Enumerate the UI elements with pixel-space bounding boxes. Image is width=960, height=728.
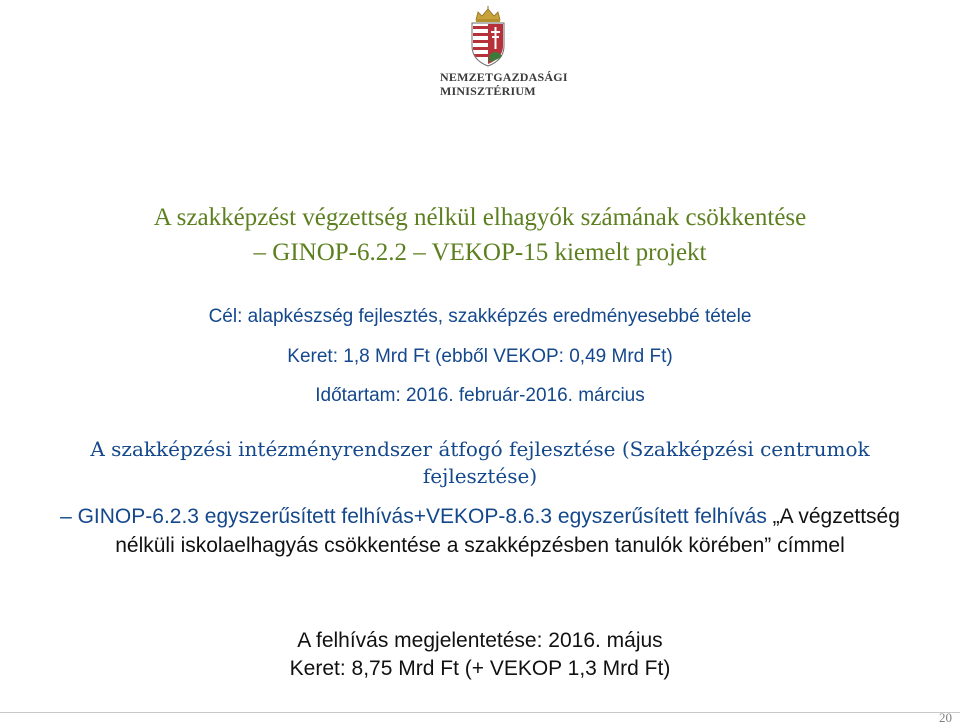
ginop-paragraph bbox=[60, 502, 900, 560]
page-title-line1: A szakképzést végzettség nélkül elhagyók számának csökkentése bbox=[153, 204, 807, 231]
coat-of-arms-icon bbox=[460, 6, 516, 70]
budget-text: Keret: 1,8 Mrd Ft (ebből VEKOP: 0,49 Mrd Ft) bbox=[287, 346, 673, 367]
page-number: 20 bbox=[939, 710, 952, 725]
call-budget-text: Keret: 8,75 Mrd Ft (+ VEKOP 1,3 Mrd Ft) bbox=[289, 657, 671, 680]
call-title-quote: „A végzettség nélküli iskolaelhagyás csökkentése a szakképzésben tanulók körében” címmel bbox=[115, 505, 900, 557]
ginop-call-text: – GINOP-6.2.3 egyszerűsített felhívás+VEKOP-8.6.3 egyszerűsített felhívás bbox=[60, 505, 767, 528]
call-publication-text: A felhívás megjelentetése: 2016. május bbox=[297, 629, 663, 652]
goal-text: Cél: alapkészség fejlesztés, szakképzés eredményesebbé tétele bbox=[208, 306, 752, 327]
page-title-line2: – GINOP-6.2.2 – VEKOP-15 kiemelt projekt bbox=[253, 239, 707, 266]
footer-divider bbox=[0, 712, 960, 713]
duration-text: Időtartam: 2016. február-2016. március bbox=[315, 385, 645, 406]
ministry-name bbox=[440, 70, 568, 98]
ministry-name-line2: MINISZTÉRIUM bbox=[440, 84, 536, 98]
ministry-logo bbox=[440, 6, 568, 106]
ministry-name-line1: NEMZETGAZDASÁGI bbox=[440, 70, 568, 84]
section-heading: A szakképzési intézményrendszer átfogó fejlesztése (Szakképzési centrumok fejlesztése) bbox=[90, 437, 870, 488]
